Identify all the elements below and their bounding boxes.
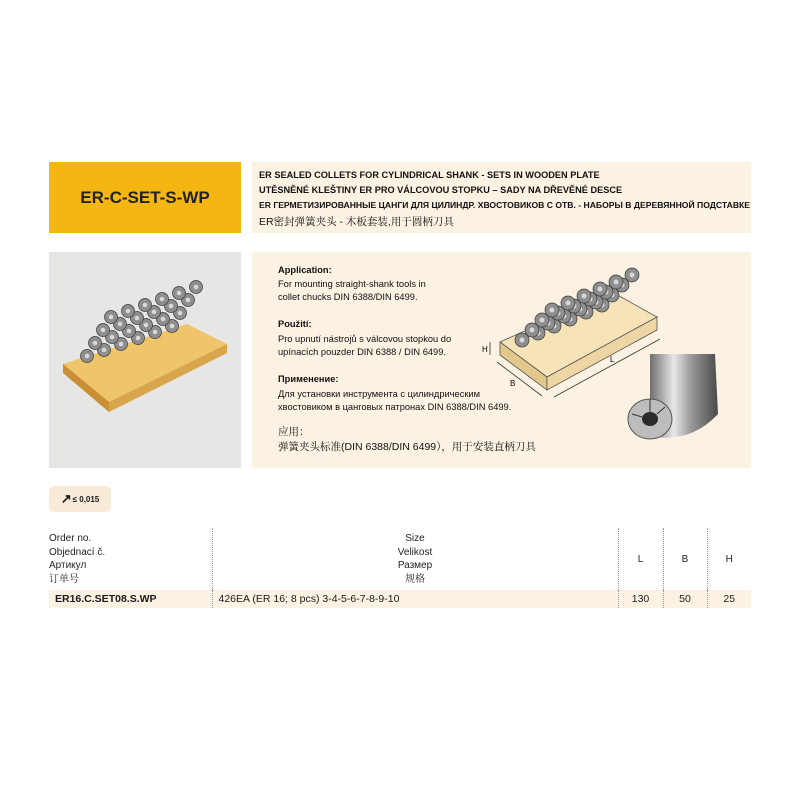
collet-bore-icon xyxy=(136,336,141,341)
cell-size: 426EA (ER 16; 8 pcs) 3-4-5-6-7-8-9-10 xyxy=(212,590,618,608)
app-ru-label: Применение: xyxy=(278,374,339,384)
product-code: ER-C-SET-S-WP xyxy=(80,187,210,207)
table-header xyxy=(49,528,751,590)
collet-bore-icon xyxy=(126,309,131,314)
title-cn: ER密封弹簧夹头 - 木板套装,用于圆柄刀具 xyxy=(259,216,454,228)
header-b: B xyxy=(663,528,707,590)
cell-b: 50 xyxy=(663,590,707,608)
table-row xyxy=(49,590,751,608)
app-en-label: Application: xyxy=(278,265,332,275)
collet-bore-icon xyxy=(93,341,98,346)
header-size-cz: Velikost xyxy=(397,546,433,558)
app-en-2: collet chucks DIN 6388/DIN 6499. xyxy=(278,292,418,302)
header-order-cn: 订单号 xyxy=(49,573,79,585)
header-size-en: Size xyxy=(405,533,425,544)
app-en-1: For mounting straight-shank tools in xyxy=(278,279,426,289)
collet-bore-icon xyxy=(194,285,199,290)
collet-bore-icon xyxy=(170,324,175,329)
collet-bore-icon xyxy=(566,301,571,306)
collet-bore-icon xyxy=(614,280,619,285)
header-size xyxy=(212,528,618,590)
collet-bore-icon xyxy=(144,323,149,328)
collet-bore-icon xyxy=(161,317,166,322)
header-h: H xyxy=(707,528,751,590)
collet-bore-icon xyxy=(598,287,603,292)
collet-bore-icon xyxy=(109,315,114,320)
collet-set-photo xyxy=(49,252,241,468)
product-photo xyxy=(49,252,241,468)
collet-bore-icon xyxy=(152,310,157,315)
collet-bore-icon xyxy=(630,273,635,278)
dim-b-label: B xyxy=(510,379,516,388)
header-order-en: Order no. xyxy=(49,533,92,544)
header-order-ru: Артикул xyxy=(49,560,87,571)
collet-bore-icon xyxy=(153,330,158,335)
cell-order: ER16.C.SET08.S.WP xyxy=(55,593,157,605)
title-en: ER SEALED COLLETS FOR CYLINDRICAL SHANK - SETS IN WOODEN PLATE xyxy=(259,170,600,180)
title-cz: UTĚSNĚNÉ KLEŠTINY ER PRO VÁLCOVOU STOPKU – SADY NA DŘEVĚNÉ DESCE xyxy=(259,185,623,195)
header-l: L xyxy=(618,528,663,590)
collet-bore-icon xyxy=(85,354,90,359)
collet-bore-icon xyxy=(119,342,124,347)
app-cz-label: Použití: xyxy=(278,319,312,329)
app-cn-1: 弹簧夹头标准(DIN 6388/DIN 6499），用于安装直柄刀具 xyxy=(278,441,536,453)
header-size-ru: Размер xyxy=(397,560,433,571)
info-box xyxy=(252,252,751,468)
app-ru-2: хвостовиком в цанговых патронах DIN 6388/DIN 6499. xyxy=(278,402,512,412)
collet-bore-icon xyxy=(110,335,115,340)
product-code-box xyxy=(49,162,241,233)
collet-bore-icon xyxy=(143,303,148,308)
collet-bore-icon xyxy=(177,291,182,296)
tolerance-value: ≤ 0,015 xyxy=(72,494,100,504)
product-table xyxy=(49,528,751,608)
header-size-cn: 规格 xyxy=(405,573,425,585)
app-cn-label: 应用： xyxy=(278,426,310,438)
cell-h: 25 xyxy=(707,590,751,608)
collet-bore-icon xyxy=(520,338,525,343)
collet-closeup-photo xyxy=(620,344,730,454)
collet-bore-icon xyxy=(118,322,123,327)
collet-bore-icon xyxy=(582,294,587,299)
collet-bore-icon xyxy=(530,328,535,333)
app-ru-1: Для установки инструмента с цилиндрическим xyxy=(278,389,480,399)
collet-bore-icon xyxy=(540,318,545,323)
collet-bore-icon xyxy=(101,328,106,333)
app-cz-2: upínacích pouzder DIN 6388 / DIN 6499. xyxy=(278,347,446,357)
title-ru: ER ГЕРМЕТИЗИРОВАННЫЕ ЦАНГИ ДЛЯ ЦИЛИНДР. ХВОСТОВИКОВ С ОТВ. - НАБОРЫ В ДЕРЕВЯННОЙ ПОДСТАВКЕ xyxy=(259,200,750,210)
cell-l: 130 xyxy=(618,590,663,608)
collet-bore-icon xyxy=(178,311,183,316)
runout-arrow-icon: ↗ xyxy=(60,491,72,506)
collet-bore-icon xyxy=(550,308,555,313)
collet-bore-icon xyxy=(102,348,107,353)
app-cz-1: Pro upnutí nástrojů s válcovou stopkou do xyxy=(278,334,452,344)
header-order-cz: Objednací č. xyxy=(49,546,106,558)
collet-bore-icon xyxy=(169,304,174,309)
title-box xyxy=(252,162,751,233)
collet-bore-icon xyxy=(135,316,140,321)
dim-l-label: L xyxy=(610,355,615,364)
collet-bore-icon xyxy=(127,329,132,334)
collet-bore-icon xyxy=(186,298,191,303)
collet-bore-icon xyxy=(160,297,165,302)
header-order xyxy=(49,528,212,590)
tolerance-badge xyxy=(49,486,111,512)
dim-h-label: H xyxy=(482,345,488,354)
